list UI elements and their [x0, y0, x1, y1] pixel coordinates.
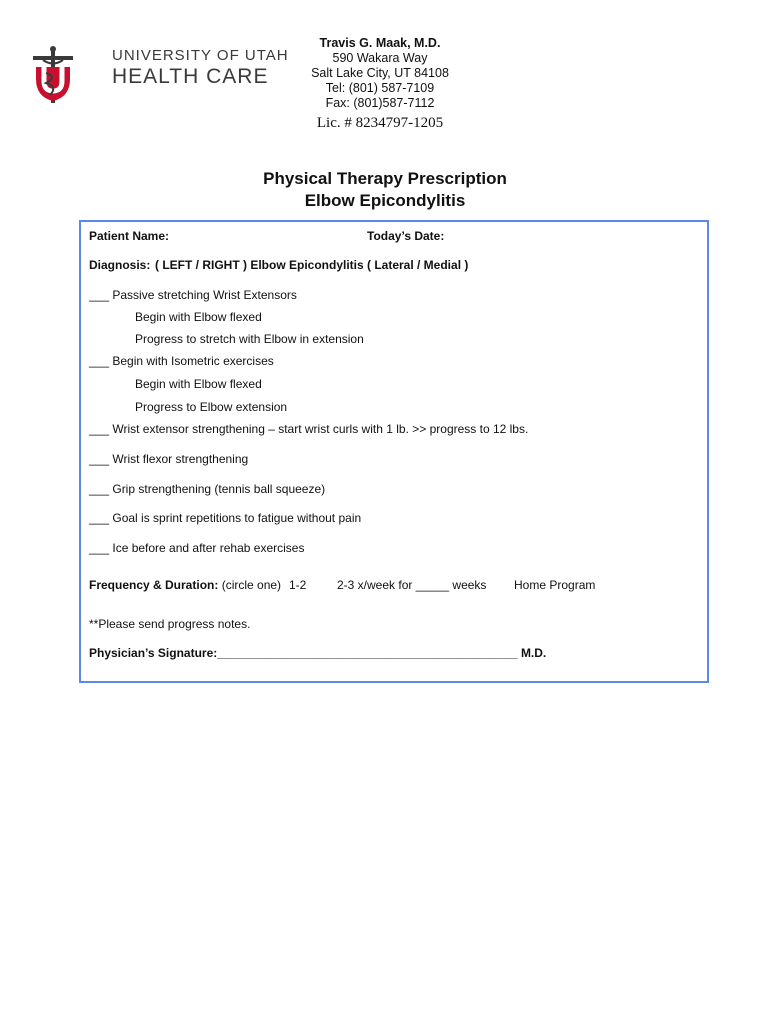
- frequency-label: Frequency & Duration:: [89, 578, 219, 592]
- signature-row: [89, 646, 546, 660]
- frequency-option-2: 2-3 x/week for _____ weeks: [337, 578, 487, 592]
- item-begin-elbow-flexed-1: Begin with Elbow flexed: [135, 310, 262, 324]
- frequency-option-home: Home Program: [514, 578, 596, 592]
- patient-name-label: Patient Name:: [89, 229, 170, 243]
- doctor-tel: Tel: (801) 587-7109: [325, 81, 435, 95]
- doctor-address-line1: 590 Wakara Way: [332, 51, 428, 65]
- frequency-circle-one: (circle one): [221, 578, 282, 592]
- diagnosis-label: Diagnosis:: [89, 258, 151, 272]
- logo-university-text: UNIVERSITY OF UTAH: [112, 47, 289, 64]
- item-sprint-goal: ___ Goal is sprint repetitions to fatigue without pain: [89, 511, 362, 525]
- doctor-name: Travis G. Maak, M.D.: [319, 36, 441, 50]
- signature-suffix: M.D.: [520, 646, 547, 660]
- item-begin-elbow-flexed-2: Begin with Elbow flexed: [135, 377, 262, 391]
- item-progress-elbow-extension: Progress to Elbow extension: [135, 400, 288, 414]
- doctor-address-line2: Salt Lake City, UT 84108: [311, 66, 449, 80]
- title-line1: Physical Therapy Prescription: [263, 169, 507, 188]
- frequency-duration-row: [89, 578, 281, 592]
- item-wrist-extensor: ___ Wrist extensor strengthening – start wrist curls with 1 lb. >> progress to 12 lbs.: [89, 422, 529, 436]
- item-progress-stretch-extension: Progress to stretch with Elbow in extension: [135, 332, 364, 346]
- item-ice: ___ Ice before and after rehab exercises: [89, 541, 305, 555]
- university-logo: [30, 45, 289, 105]
- signature-line: _____________________________________________: [217, 646, 518, 660]
- frequency-option-1: 1-2: [289, 578, 307, 592]
- title-line2: Elbow Epicondylitis: [304, 191, 466, 210]
- caduceus-shield-icon: [30, 45, 105, 105]
- doctor-fax: Fax: (801)587-7112: [325, 96, 435, 110]
- item-wrist-flexor: ___ Wrist flexor strengthening: [89, 452, 249, 466]
- item-isometric-exercises: ___ Begin with Isometric exercises: [89, 354, 274, 368]
- item-grip-strengthening: ___ Grip strengthening (tennis ball squeeze): [89, 482, 326, 496]
- page-title: [0, 168, 770, 212]
- prescription-form: [79, 220, 709, 683]
- item-passive-stretching: ___ Passive stretching Wrist Extensors: [89, 288, 297, 302]
- diagnosis-text: ( LEFT / RIGHT ) Elbow Epicondylitis ( Lateral / Medial ): [155, 258, 469, 272]
- doctor-info: [280, 36, 480, 133]
- todays-date-label: Today’s Date:: [367, 229, 445, 243]
- signature-label: Physician’s Signature:: [89, 646, 218, 660]
- logo-healthcare-text: HEALTH CARE: [112, 65, 269, 88]
- progress-notes: **Please send progress notes.: [89, 617, 251, 631]
- doctor-license: Lic. # 8234797-1205: [316, 115, 444, 131]
